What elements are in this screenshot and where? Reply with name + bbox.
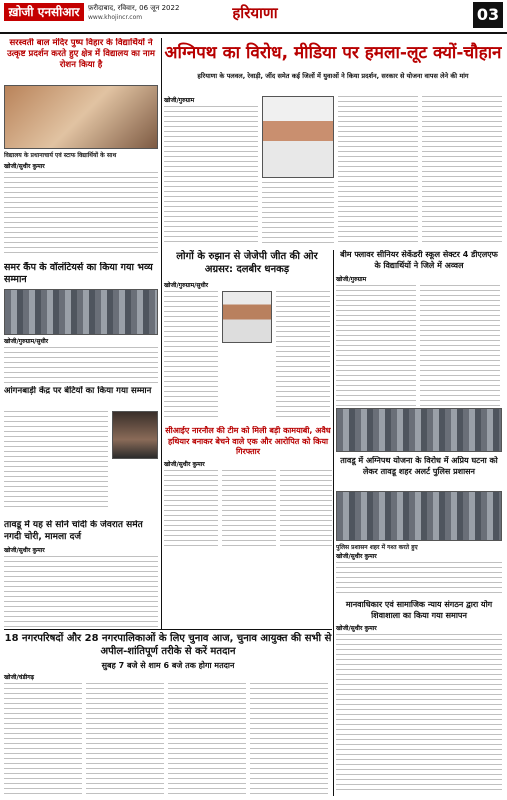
leader-portrait-photo <box>262 96 334 178</box>
story-headline: 18 नगरपरिषदों और 28 नगरपालिकाओं के लिए चुनाव आज, चुनाव आयुक्त की सभी से अपील-शांतिपूर्ण तरीके से करें मतदान <box>4 633 332 657</box>
police-patrol-photo <box>336 491 502 541</box>
masthead <box>0 0 507 34</box>
story-body-col1 <box>336 285 416 407</box>
story-body <box>336 634 502 794</box>
lead-body-col2 <box>262 182 334 246</box>
story-jjp <box>164 250 330 424</box>
paper-name: ख़ोजी एनसीआर <box>4 3 84 21</box>
story-bloom-flower-school <box>336 250 502 406</box>
story-byline: खोजी/सुधीर कुमार <box>4 163 45 170</box>
story-body-col2 <box>222 470 276 550</box>
story-byline: खोजी/गुरुग्राम/सुधीर <box>4 338 49 345</box>
woman-portrait-photo <box>112 411 158 459</box>
edition-date: फ़रीदाबाद, रविवार, 06 जून 2022 <box>88 4 180 12</box>
school-group-photo <box>4 85 158 149</box>
school-students-photo <box>336 408 502 452</box>
story-byline: खोजी/सुधीर कुमार <box>336 553 377 560</box>
story-municipal-elections <box>4 632 332 796</box>
lead-body-col1 <box>164 106 258 246</box>
divider <box>161 38 162 250</box>
story-body <box>4 347 158 385</box>
story-taoru-alert <box>336 456 502 598</box>
story-body-col1 <box>4 683 82 795</box>
story-body-col1 <box>164 291 218 421</box>
story-byline: खोजी/सुधीर कुमार <box>164 461 205 468</box>
story-body-col2 <box>86 683 164 795</box>
story-subheadline: सुबह 7 बजे से शाम 6 बजे तक होगा मतदान <box>101 661 235 670</box>
divider <box>161 250 162 630</box>
story-cia-narnaul <box>164 426 332 550</box>
photo-caption: पुलिस प्रशासन शहर में गश्त करते हुए <box>336 544 418 551</box>
story-byline: खोजी/गुरुग्राम/सुधीर <box>164 282 209 289</box>
story-headline: तावडू में अग्निपथ योजना के विरोध में अप्रिय घटना को लेकर तावडू शहर अलर्ट पुलिस प्रशासन <box>340 456 498 476</box>
story-summer-camp <box>4 262 158 382</box>
story-taoru-theft <box>4 520 158 630</box>
story-body <box>4 172 158 256</box>
story-school-pushp-vihar <box>4 38 158 260</box>
story-headline: सीआईए नारनौल की टीम को मिली बड़ी कामयाबी, अवैध हथियार बनाकर बेचने वाले एक और आरोपित को किया गिरफ्तार <box>165 426 331 456</box>
story-anganwadi <box>4 386 158 516</box>
story-byline: खोजी/गुरुग्राम <box>336 276 367 283</box>
lead-body-col4 <box>422 96 502 246</box>
story-headline: बीम फ्लावर सीनियर सेकेंडरी स्कूल सेक्टर 4 डीएलएफ के विद्यार्थियों ने जिले में अव्वल <box>340 250 498 270</box>
story-body-col4 <box>250 683 328 795</box>
story-body-col2 <box>276 291 330 421</box>
story-headline: सरस्वती बाल मंदिर पुष्प विहार के विद्यार्थियों ने उत्कृष्ट प्रदर्शन करते हुए क्षेत्र में विद्यालय का नाम रोशन किया है <box>7 38 155 70</box>
story-headline: समर कैंप के वॉलंटियर्स का किया गया भव्य सम्मान <box>4 262 153 285</box>
lead-byline: खोजी/गुरुग्राम <box>164 97 195 104</box>
section-title: हरियाणा <box>232 4 278 22</box>
story-body-col1 <box>164 470 218 550</box>
story-body <box>336 562 502 594</box>
story-headline: मानवाधिकार एवं सामाजिक न्याय संगठन द्वारा योग शिवाशाला का किया गया समापन <box>345 600 493 620</box>
divider <box>4 629 332 630</box>
story-headline: आंगनबाड़ी केंद्र पर बेटियों का किया गया सम्मान <box>4 386 152 396</box>
story-yoga-camp-closing <box>336 600 502 796</box>
summer-camp-photo <box>4 289 158 335</box>
story-headline: तावडू में यह से सोने चांदी के जेवरात समेत नगदी चोरी, मामला दर्ज <box>4 520 143 542</box>
story-body-col3 <box>280 470 332 550</box>
lead-deck: हरियाणा के पलवल, रेवाड़ी, जींद समेत कई जिलों में युवाओं ने किया प्रदर्शन, सरकार से योजना वापस लेने की मांग <box>197 72 469 80</box>
story-byline: खोजी/सुधीर कुमार <box>336 625 377 632</box>
lead-headline: अग्निपथ का विरोध, मीडिया पर हमला-लूट क्यों-चौहान <box>164 43 502 63</box>
story-headline: लोगों के रुझान से जेजेपी जीत की ओर अग्रसर: दलबीर धनकड़ <box>176 251 318 275</box>
story-body <box>4 411 108 511</box>
story-byline: खोजी/चंडीगढ़ <box>4 674 34 681</box>
story-byline: खोजी/सुधीर कुमार <box>4 547 45 554</box>
photo-caption: विद्यालय के प्रधानाचार्य एवं स्टाफ विद्यार्थियों के साथ <box>4 152 117 159</box>
story-body-col2 <box>420 285 500 407</box>
story-body <box>4 556 158 630</box>
page-number: 03 <box>473 2 503 28</box>
divider <box>333 250 334 796</box>
story-body-col3 <box>168 683 246 795</box>
lead-body-col3 <box>338 96 418 246</box>
jjp-leader-photo <box>222 291 272 343</box>
website: www.khojincr.com <box>88 14 143 21</box>
